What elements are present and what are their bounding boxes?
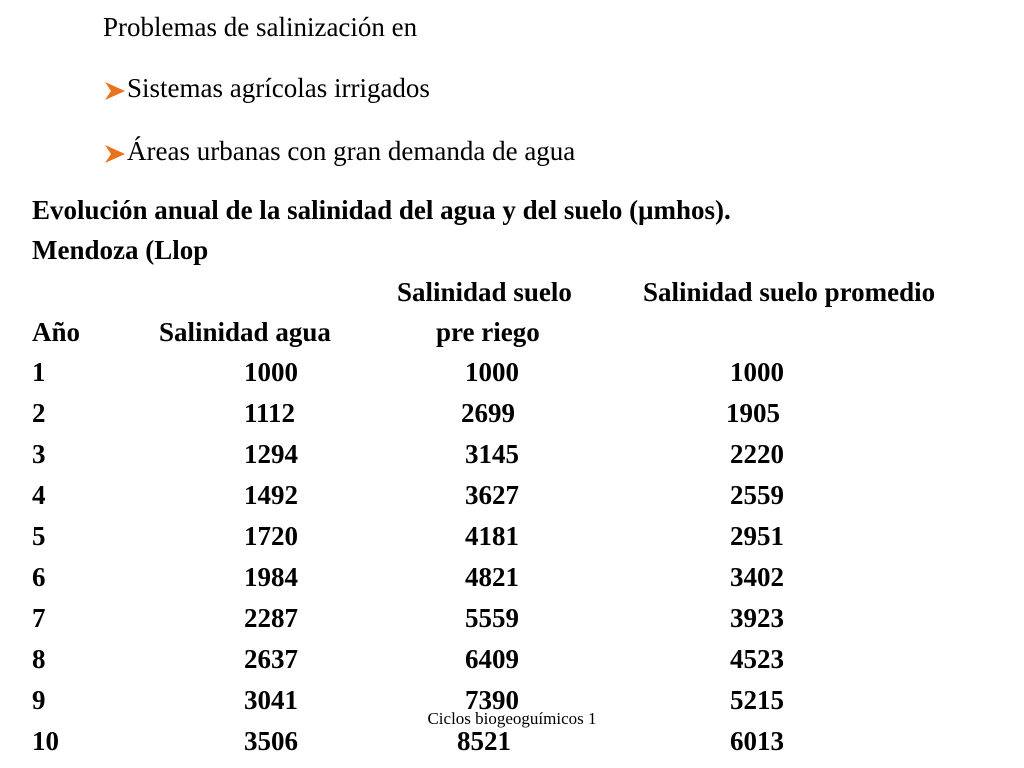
cell-soil-pre: 6409	[465, 644, 519, 674]
cell-year: 9	[32, 685, 46, 715]
header-soil-pre-line2: pre riego	[436, 317, 540, 347]
cell-soil-pre: 4181	[465, 521, 519, 551]
cell-soil-pre: 3145	[465, 439, 519, 469]
cell-soil-avg: 2220	[730, 439, 784, 469]
intro-heading: Problemas de salinización en	[103, 12, 418, 42]
cell-year: 2	[32, 398, 46, 428]
table-title-line1: Evolución anual de la salinidad del agua y del suelo (μmhos).	[32, 195, 731, 225]
bullet-text: Sistemas agrícolas irrigados	[127, 73, 430, 103]
bullet-item	[103, 73, 430, 103]
cell-soil-pre: 8521	[457, 726, 511, 756]
cell-year: 4	[32, 480, 46, 510]
cell-water: 1000	[244, 357, 298, 387]
cell-soil-pre: 3627	[465, 480, 519, 510]
cell-soil-pre: 7390	[465, 685, 519, 715]
cell-soil-avg: 1905	[726, 398, 780, 428]
cell-water: 2287	[244, 603, 298, 633]
header-soil-pre: Salinidad suelo	[397, 277, 572, 307]
cell-soil-pre: 4821	[465, 562, 519, 592]
cell-water: 1720	[244, 521, 298, 551]
bullet-item	[103, 136, 575, 166]
cell-year: 6	[32, 562, 46, 592]
cell-year: 5	[32, 521, 46, 551]
cell-year: 7	[32, 603, 46, 633]
cell-soil-avg: 6013	[730, 726, 784, 756]
cell-water: 3506	[244, 726, 298, 756]
cell-soil-pre: 2699	[461, 398, 515, 428]
header-soil-avg: Salinidad suelo promedio	[643, 277, 936, 307]
cell-soil-avg: 3402	[730, 562, 784, 592]
cell-water: 1112	[244, 398, 296, 428]
cell-water: 3041	[244, 685, 298, 715]
cell-year: 10	[32, 726, 59, 756]
cell-year: 1	[32, 357, 46, 387]
cell-soil-avg: 3923	[730, 603, 784, 633]
arrow-bullet-icon	[103, 143, 127, 165]
header-water: Salinidad agua	[159, 317, 331, 347]
header-year: Año	[32, 317, 81, 347]
cell-soil-avg: 2951	[730, 521, 784, 551]
bullet-text: Áreas urbanas con gran demanda de agua	[127, 136, 576, 166]
cell-soil-avg: 1000	[730, 357, 784, 387]
cell-year: 8	[32, 644, 46, 674]
cell-water: 1984	[244, 562, 298, 592]
cell-water: 1294	[244, 439, 298, 469]
cell-soil-pre: 1000	[465, 357, 519, 387]
cell-soil-avg: 4523	[730, 644, 784, 674]
table-title-line2: Mendoza (Llop	[32, 235, 209, 265]
cell-water: 1492	[244, 480, 298, 510]
slide-footer: Ciclos biogeoguímicos 1	[427, 709, 597, 728]
cell-water: 2637	[244, 644, 298, 674]
cell-soil-pre: 5559	[465, 603, 519, 633]
arrow-bullet-icon	[103, 80, 127, 102]
cell-soil-avg: 2559	[730, 480, 784, 510]
cell-year: 3	[32, 439, 46, 469]
cell-soil-avg: 5215	[730, 685, 784, 715]
